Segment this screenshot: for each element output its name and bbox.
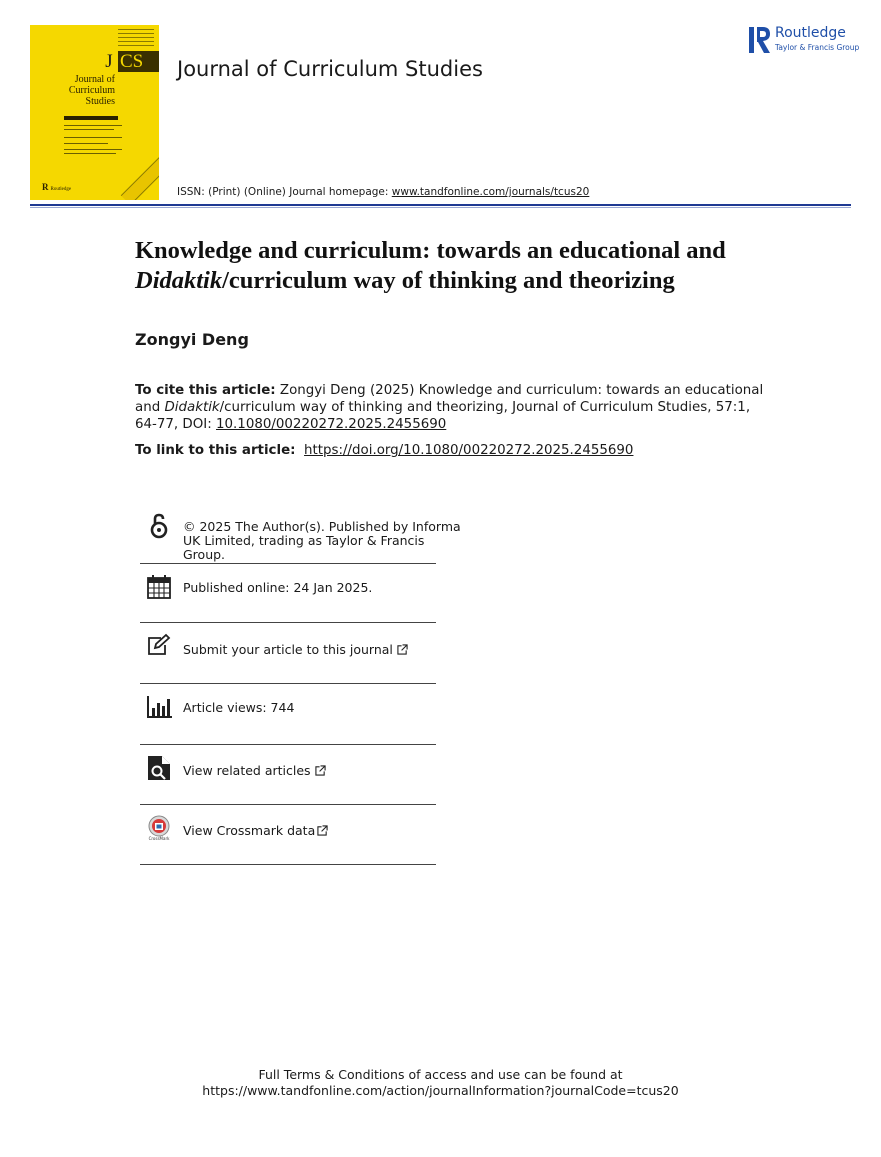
terms-footer <box>0 1067 881 1099</box>
doi-link[interactable]: 10.1080/00220272.2025.2455690 <box>216 417 447 432</box>
issn-line <box>177 186 589 198</box>
issn-text: ISSN: (Print) (Online) Journal homepage: <box>177 186 392 198</box>
cover-text-line <box>64 137 122 138</box>
article-link-line <box>135 443 633 458</box>
cover-publisher-logo: R Routledge <box>42 182 72 192</box>
journal-homepage-link[interactable]: www.tandfonline.com/journals/tcus20 <box>391 186 590 198</box>
header-divider <box>30 204 851 206</box>
title-line-1: Knowledge and curriculum: towards an educational and <box>135 237 726 264</box>
svg-text:CrossMark: CrossMark <box>148 836 170 841</box>
view-crossmark-link[interactable]: View Crossmark data <box>183 823 316 838</box>
published-row <box>140 564 436 623</box>
article-doi-url[interactable]: https://doi.org/10.1080/00220272.2025.2455690 <box>304 443 634 458</box>
cover-text-line <box>64 125 122 126</box>
article-author: Zongyi Deng <box>135 330 249 349</box>
article-title <box>135 236 795 296</box>
related-articles-icon <box>146 755 172 781</box>
routledge-r-icon <box>749 25 771 55</box>
view-related-articles-link[interactable]: View related articles <box>183 763 311 778</box>
cite-label: To cite this article: <box>135 383 276 398</box>
views-row <box>140 684 436 745</box>
cover-text-line <box>64 143 108 144</box>
external-link-icon <box>315 765 326 776</box>
terms-url[interactable]: https://www.tandfonline.com/action/journalInformation?journalCode=tcus20 <box>202 1083 679 1098</box>
crossmark-icon <box>146 815 172 841</box>
journal-title: Journal of Curriculum Studies <box>177 57 483 81</box>
submit-article-link[interactable]: Submit your article to this journal <box>183 642 393 657</box>
cover-meta <box>118 29 154 49</box>
open-access-icon <box>146 513 172 539</box>
article-info-list <box>140 510 461 865</box>
cover-diagonal-band <box>121 139 159 200</box>
article-views: Article views: 744 <box>183 700 295 715</box>
license-row <box>140 510 461 564</box>
published-date: Published online: 24 Jan 2025. <box>183 580 373 595</box>
terms-text: Full Terms & Conditions of access and use can be found at <box>258 1067 623 1082</box>
bar-chart-icon <box>146 694 172 720</box>
external-link-icon <box>397 644 408 655</box>
publisher-name: Routledge <box>775 25 846 41</box>
crossmark-row[interactable] <box>140 805 436 865</box>
submit-row[interactable] <box>140 623 436 684</box>
cover-logo: J CS <box>104 51 159 72</box>
related-row[interactable] <box>140 745 436 805</box>
title-line-2: Didaktik/curriculum way of thinking and theorizing <box>135 267 675 294</box>
routledge-logo <box>749 25 859 57</box>
cover-text-line <box>64 149 122 150</box>
journal-cover <box>30 25 159 200</box>
cover-title: Journal of Curriculum Studies <box>68 74 115 107</box>
citation: To cite this article: Zongyi Deng (2025) Knowledge and curriculum: towards an educational and Didaktik/curriculum way of thinking and theorizing, Journal of Curriculum Studies, 57:1, 64-77, DOI: 10.1080/00220272.2025.2455690 <box>135 383 764 432</box>
publisher-subtitle: Taylor & Francis Group <box>775 43 860 52</box>
license-text: © 2025 The Author(s). Published by Informa UK Limited, trading as Taylor & Francis Group. <box>183 519 461 562</box>
external-link-icon <box>317 825 328 836</box>
cover-bar <box>64 116 118 120</box>
calendar-icon <box>146 574 172 600</box>
edit-icon <box>146 633 172 659</box>
link-label: To link to this article: <box>135 443 296 458</box>
cover-text-line <box>64 153 116 154</box>
cover-text-line <box>64 129 114 130</box>
